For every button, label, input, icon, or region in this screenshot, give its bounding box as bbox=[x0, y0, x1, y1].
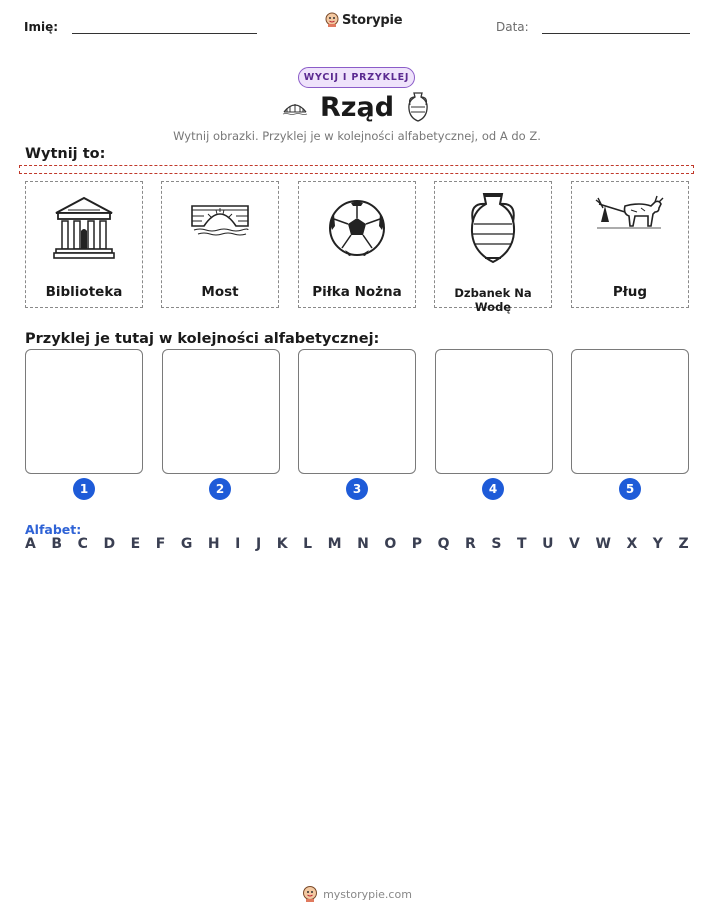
paste-section-label: Przyklej je tutaj w kolejności alfabetycznej: bbox=[25, 331, 380, 347]
name-label: Imię: bbox=[24, 20, 59, 34]
cut-card-soccer-ball[interactable] bbox=[298, 181, 416, 308]
cut-card-label: Most bbox=[201, 284, 239, 300]
alphabet-letter: E bbox=[130, 536, 141, 552]
ox-plough-icon bbox=[595, 192, 665, 240]
instructions: Wytnij obrazki. Przyklej je w kolejności alfabetycznej, od A do Z. bbox=[173, 129, 541, 143]
cut-card-label: Piłka Nożna bbox=[312, 284, 402, 300]
pie-mascot-icon bbox=[302, 885, 318, 903]
slot-number: 5 bbox=[619, 478, 641, 500]
slot-number: 3 bbox=[346, 478, 368, 500]
alphabet-letter: V bbox=[569, 536, 580, 552]
slot-number: 1 bbox=[73, 478, 95, 500]
alphabet-letter: S bbox=[491, 536, 502, 552]
soccer-ball-icon bbox=[327, 198, 387, 258]
alphabet-letter: Q bbox=[437, 536, 450, 552]
slot-number: 4 bbox=[482, 478, 504, 500]
alphabet-letter: K bbox=[276, 536, 288, 552]
alphabet-letter: C bbox=[77, 536, 88, 552]
alphabet-letter: M bbox=[327, 536, 342, 552]
alphabet-letter: L bbox=[303, 536, 313, 552]
cut-card-label: Pług bbox=[612, 284, 648, 300]
cut-card-library[interactable] bbox=[25, 181, 143, 308]
paste-slot-1[interactable] bbox=[25, 349, 143, 474]
alphabet-letter: I bbox=[235, 536, 241, 552]
cut-card-water-jug[interactable] bbox=[434, 181, 552, 314]
paste-slot-5[interactable] bbox=[571, 349, 689, 474]
water-jug-icon bbox=[465, 192, 521, 264]
pie-mascot-icon bbox=[325, 12, 339, 28]
alphabet-letter: Z bbox=[678, 536, 689, 552]
slot-number: 2 bbox=[209, 478, 231, 500]
brand-logo bbox=[325, 12, 402, 28]
footer-url: mystorypie.com bbox=[323, 887, 412, 901]
alphabet-letter: R bbox=[465, 536, 476, 552]
alphabet-letter: H bbox=[207, 536, 220, 552]
cut-card-bridge[interactable] bbox=[161, 181, 279, 308]
library-building-icon bbox=[52, 195, 116, 261]
alphabet-letter: Y bbox=[652, 536, 663, 552]
brand-name: Storypie bbox=[342, 12, 403, 28]
footer bbox=[0, 885, 714, 903]
alphabet-letter: G bbox=[180, 536, 193, 552]
date-write-line[interactable] bbox=[542, 33, 690, 34]
alphabet-row bbox=[25, 536, 689, 552]
paste-slot-3[interactable] bbox=[298, 349, 416, 474]
cut-card-plough[interactable] bbox=[571, 181, 689, 308]
alphabet-letter: D bbox=[103, 536, 116, 552]
alphabet-letter: X bbox=[626, 536, 638, 552]
bridge-icon bbox=[190, 196, 250, 236]
alphabet-letter: N bbox=[357, 536, 369, 552]
alphabet-letter: J bbox=[255, 536, 262, 552]
name-write-line[interactable] bbox=[72, 33, 257, 34]
alphabet-letter: F bbox=[155, 536, 166, 552]
alphabet-letter: U bbox=[542, 536, 554, 552]
paste-slot-2[interactable] bbox=[162, 349, 280, 474]
alphabet-label: Alfabet: bbox=[25, 522, 82, 537]
alphabet-letter: T bbox=[517, 536, 527, 552]
activity-badge: WYCIJ I PRZYKLEJ bbox=[298, 67, 415, 88]
cut-line bbox=[19, 165, 694, 174]
alphabet-letter: W bbox=[595, 536, 611, 552]
date-label: Data: bbox=[496, 20, 529, 34]
cut-card-label: Dzbanek Na Wodę bbox=[454, 286, 532, 314]
alphabet-letter: B bbox=[51, 536, 63, 552]
cut-section-label: Wytnij to: bbox=[25, 146, 106, 162]
alphabet-letter: A bbox=[25, 536, 36, 552]
cut-card-label: Biblioteka bbox=[45, 284, 123, 300]
jug-decor-icon bbox=[405, 91, 431, 123]
page-title: Rząd bbox=[319, 92, 395, 123]
alphabet-letter: P bbox=[411, 536, 423, 552]
alphabet-letter: O bbox=[384, 536, 397, 552]
paste-slot-4[interactable] bbox=[435, 349, 553, 474]
